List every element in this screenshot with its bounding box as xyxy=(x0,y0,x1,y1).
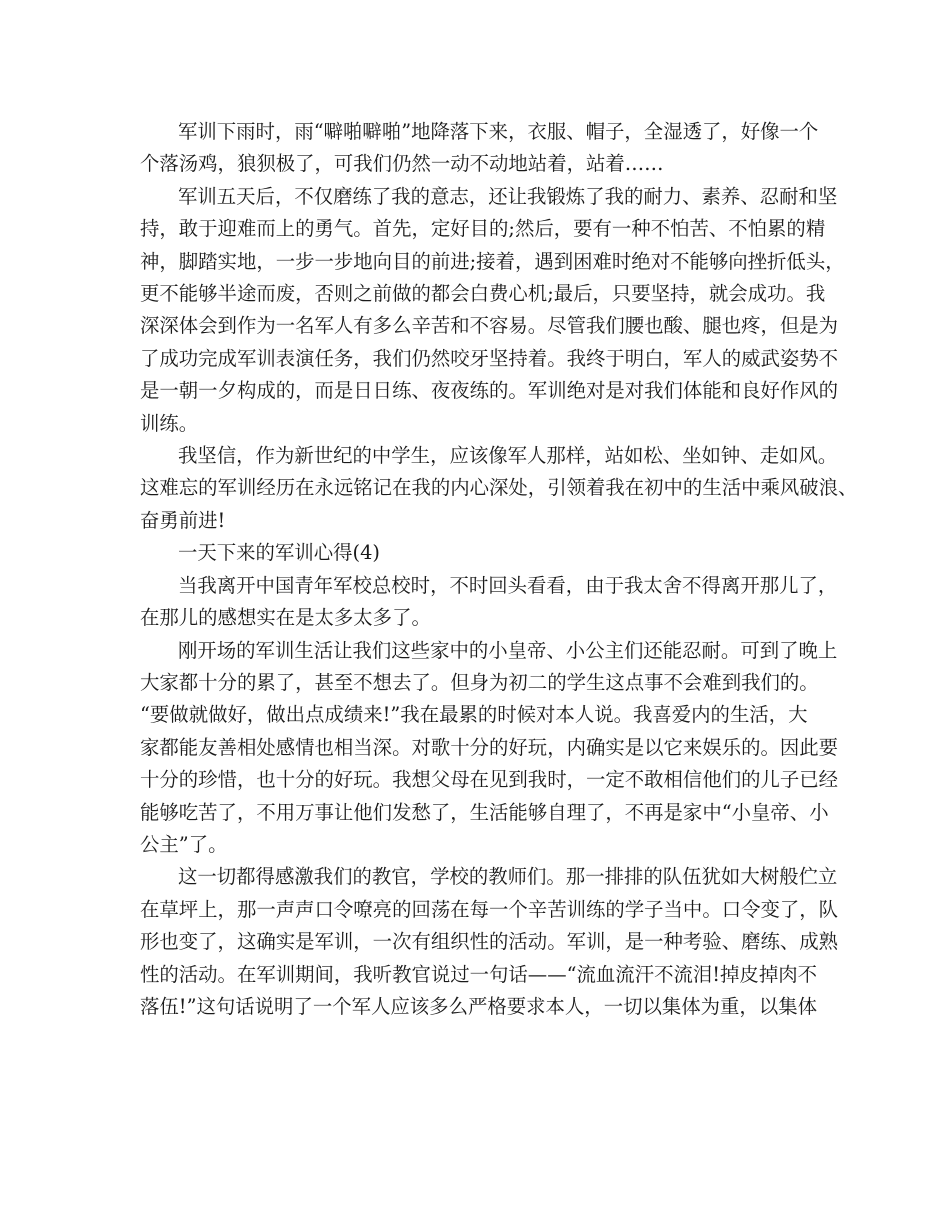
text-line: 这一切都得感激我们的教官，学校的教师们。那一排排的队伍犹如大树般伫立 xyxy=(178,865,838,889)
paragraph-gratitude xyxy=(140,861,839,1023)
text-line: 十分的珍惜，也十分的好玩。我想父母在见到我时，一定不敢相信他们的儿子已经 xyxy=(140,768,839,792)
text-line: 大家都十分的累了，甚至不想去了。但身为初二的学生这点事不会难到我们的。 xyxy=(140,670,819,694)
paragraph-rain xyxy=(140,116,819,181)
document-body xyxy=(140,116,858,1023)
text-line: 深深体会到作为一名军人有多么辛苦和不容易。尽管我们腰也酸、腿也疼，但是为 xyxy=(140,314,839,338)
paragraph-training-life xyxy=(140,635,839,862)
paragraph-leaving xyxy=(140,570,838,635)
text-line: 是一朝一夕构成的，而是日日练、夜夜练的。军训绝对是对我们体能和良好作风的 xyxy=(140,379,839,403)
text-line: 当我离开中国青年军校总校时，不时回头看看，由于我太舍不得离开那儿了， xyxy=(178,573,838,597)
paragraph-belief xyxy=(140,440,858,537)
text-line: 家都能友善相处感情也相当深。对歌十分的好玩，内确实是以它来娱乐的。因此要 xyxy=(140,735,839,759)
text-line: 持，敢于迎难而上的勇气。首先，定好目的;然后，要有一种不怕苦、不怕累的精 xyxy=(140,217,826,241)
text-line: 刚开场的军训生活让我们这些家中的小皇帝、小公主们还能忍耐。可到了晚上 xyxy=(178,638,838,662)
text-line: 训练。 xyxy=(140,411,199,435)
text-line: 落伍!”这句话说明了一个军人应该多么严格要求本人，一切以集体为重，以集体 xyxy=(140,994,817,1018)
text-line: 个落汤鸡，狼狈极了，可我们仍然一动不动地站着，站着…… xyxy=(140,152,664,176)
text-line: 性的活动。在军训期间，我听教官说过一句话——“流血流汗不流泪!掉皮掉肉不 xyxy=(140,962,817,986)
text-line: 我坚信，作为新世纪的中学生，应该像军人那样，站如松、坐如钟、走如风。 xyxy=(178,444,838,468)
text-line: 能够吃苦了，不用万事让他们发愁了，生活能够自理了，不再是家中“小皇帝、小 xyxy=(140,800,829,824)
paragraph-five-days xyxy=(140,181,845,440)
section-heading xyxy=(140,537,815,569)
text-line: 在那儿的感想实在是太多太多了。 xyxy=(140,606,431,630)
text-line: 了成功完成军训表演任务，我们仍然咬牙坚持着。我终于明白，军人的威武姿势不 xyxy=(140,346,839,370)
text-line: 形也变了，这确实是军训，一次有组织性的活动。军训，是一种考验、磨练、成熟 xyxy=(140,930,839,954)
text-line: 这难忘的军训经历在永远铭记在我的内心深处，引领着我在初中的生活中乘风破浪、 xyxy=(140,476,858,500)
text-line: 奋勇前进! xyxy=(140,508,226,532)
text-line: 神，脚踏实地，一步一步地向目的前进;接着，遇到困难时绝对不能够向挫折低头， xyxy=(140,249,845,273)
text-line: 军训五天后，不仅磨练了我的意志，还让我锻炼了我的耐力、素养、忍耐和坚 xyxy=(178,184,838,208)
text-line: 在草坪上，那一声声口令嘹亮的回荡在每一个辛苦训练的学子当中。口令变了，队 xyxy=(140,897,839,921)
section-title: 一天下来的军训心得(4) xyxy=(178,541,380,565)
text-line: 更不能够半途而废，否则之前做的都会白费心机;最后，只要坚持，就会成功。我 xyxy=(140,282,826,306)
text-line: 公主”了。 xyxy=(140,832,228,856)
text-line: “要做就做好，做出点成绩来!”我在最累的时候对本人说。我喜爱内的生活，大 xyxy=(140,703,808,727)
text-line: 军训下雨时，雨“噼啪噼啪”地降落下来，衣服、帽子，全湿透了，好像一个 xyxy=(178,120,819,143)
